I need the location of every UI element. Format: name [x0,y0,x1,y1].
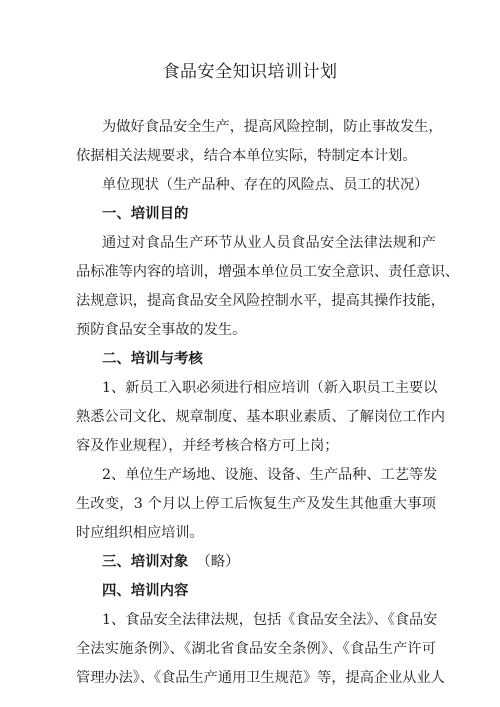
section-2-item-2-line-3: 时应组织相应培训。 [76,525,204,541]
section-1-line-4: 预防食品安全事故的发生。 [76,322,247,338]
section-3-note: （略） [196,554,240,570]
section-1-line-3: 法规意识，提高食品安全风险控制水平，提高其操作技能， [76,293,445,309]
section-2-item-1-line-1: 1、新员工入职必须进行相应培训（新入职员工主要以 [102,380,438,396]
section-2-item-2-line-2: 生改变，3 个月以上停工后恢复生产及发生其他重大事项 [76,496,436,512]
status-line: 单位现状（生产品种、存在的风险点、员工的状况） [102,177,429,193]
section-1-line-1: 通过对食品生产环节从业人员食品安全法律法规和产 [102,235,436,251]
section-2-item-1-line-3: 容及作业规程），并经考核合格方可上岗； [76,438,339,454]
section-2-item-2-line-1: 2、单位生产场地、设施、设备、生产品种、工艺等发 [102,467,438,483]
section-2-heading: 二、培训与考核 [102,351,203,367]
section-4-line-2: 全法实施条例》、《湖北省食品安全条例》、《食品生产许可 [76,641,436,657]
section-4-line-3: 管理办法》、《食品生产通用卫生规范》等，提高企业从业人 [76,670,445,686]
section-3-heading-text: 三、培训对象 [102,554,189,570]
intro-line-1: 为做好食品安全生产，提高风险控制，防止事故发生， [102,119,443,135]
section-3-heading [102,552,240,572]
section-4-line-1: 1、食品安全法律法规，包括《食品安全法》、《食品安 [102,612,438,628]
section-4-heading: 四、培训内容 [102,583,189,599]
document-title: 食品安全知识培训计划 [162,62,338,82]
section-1-line-2: 品标准等内容的培训，增强本单位员工安全意识、责任意识、 [76,264,460,280]
section-2-item-1-line-2: 熟悉公司文化、规章制度、基本职业素质、了解岗位工作内 [76,409,445,425]
intro-line-2: 依据相关法规要求，结合本单位实际，特制定本计划。 [76,148,417,164]
section-1-heading: 一、培训目的 [102,206,189,222]
